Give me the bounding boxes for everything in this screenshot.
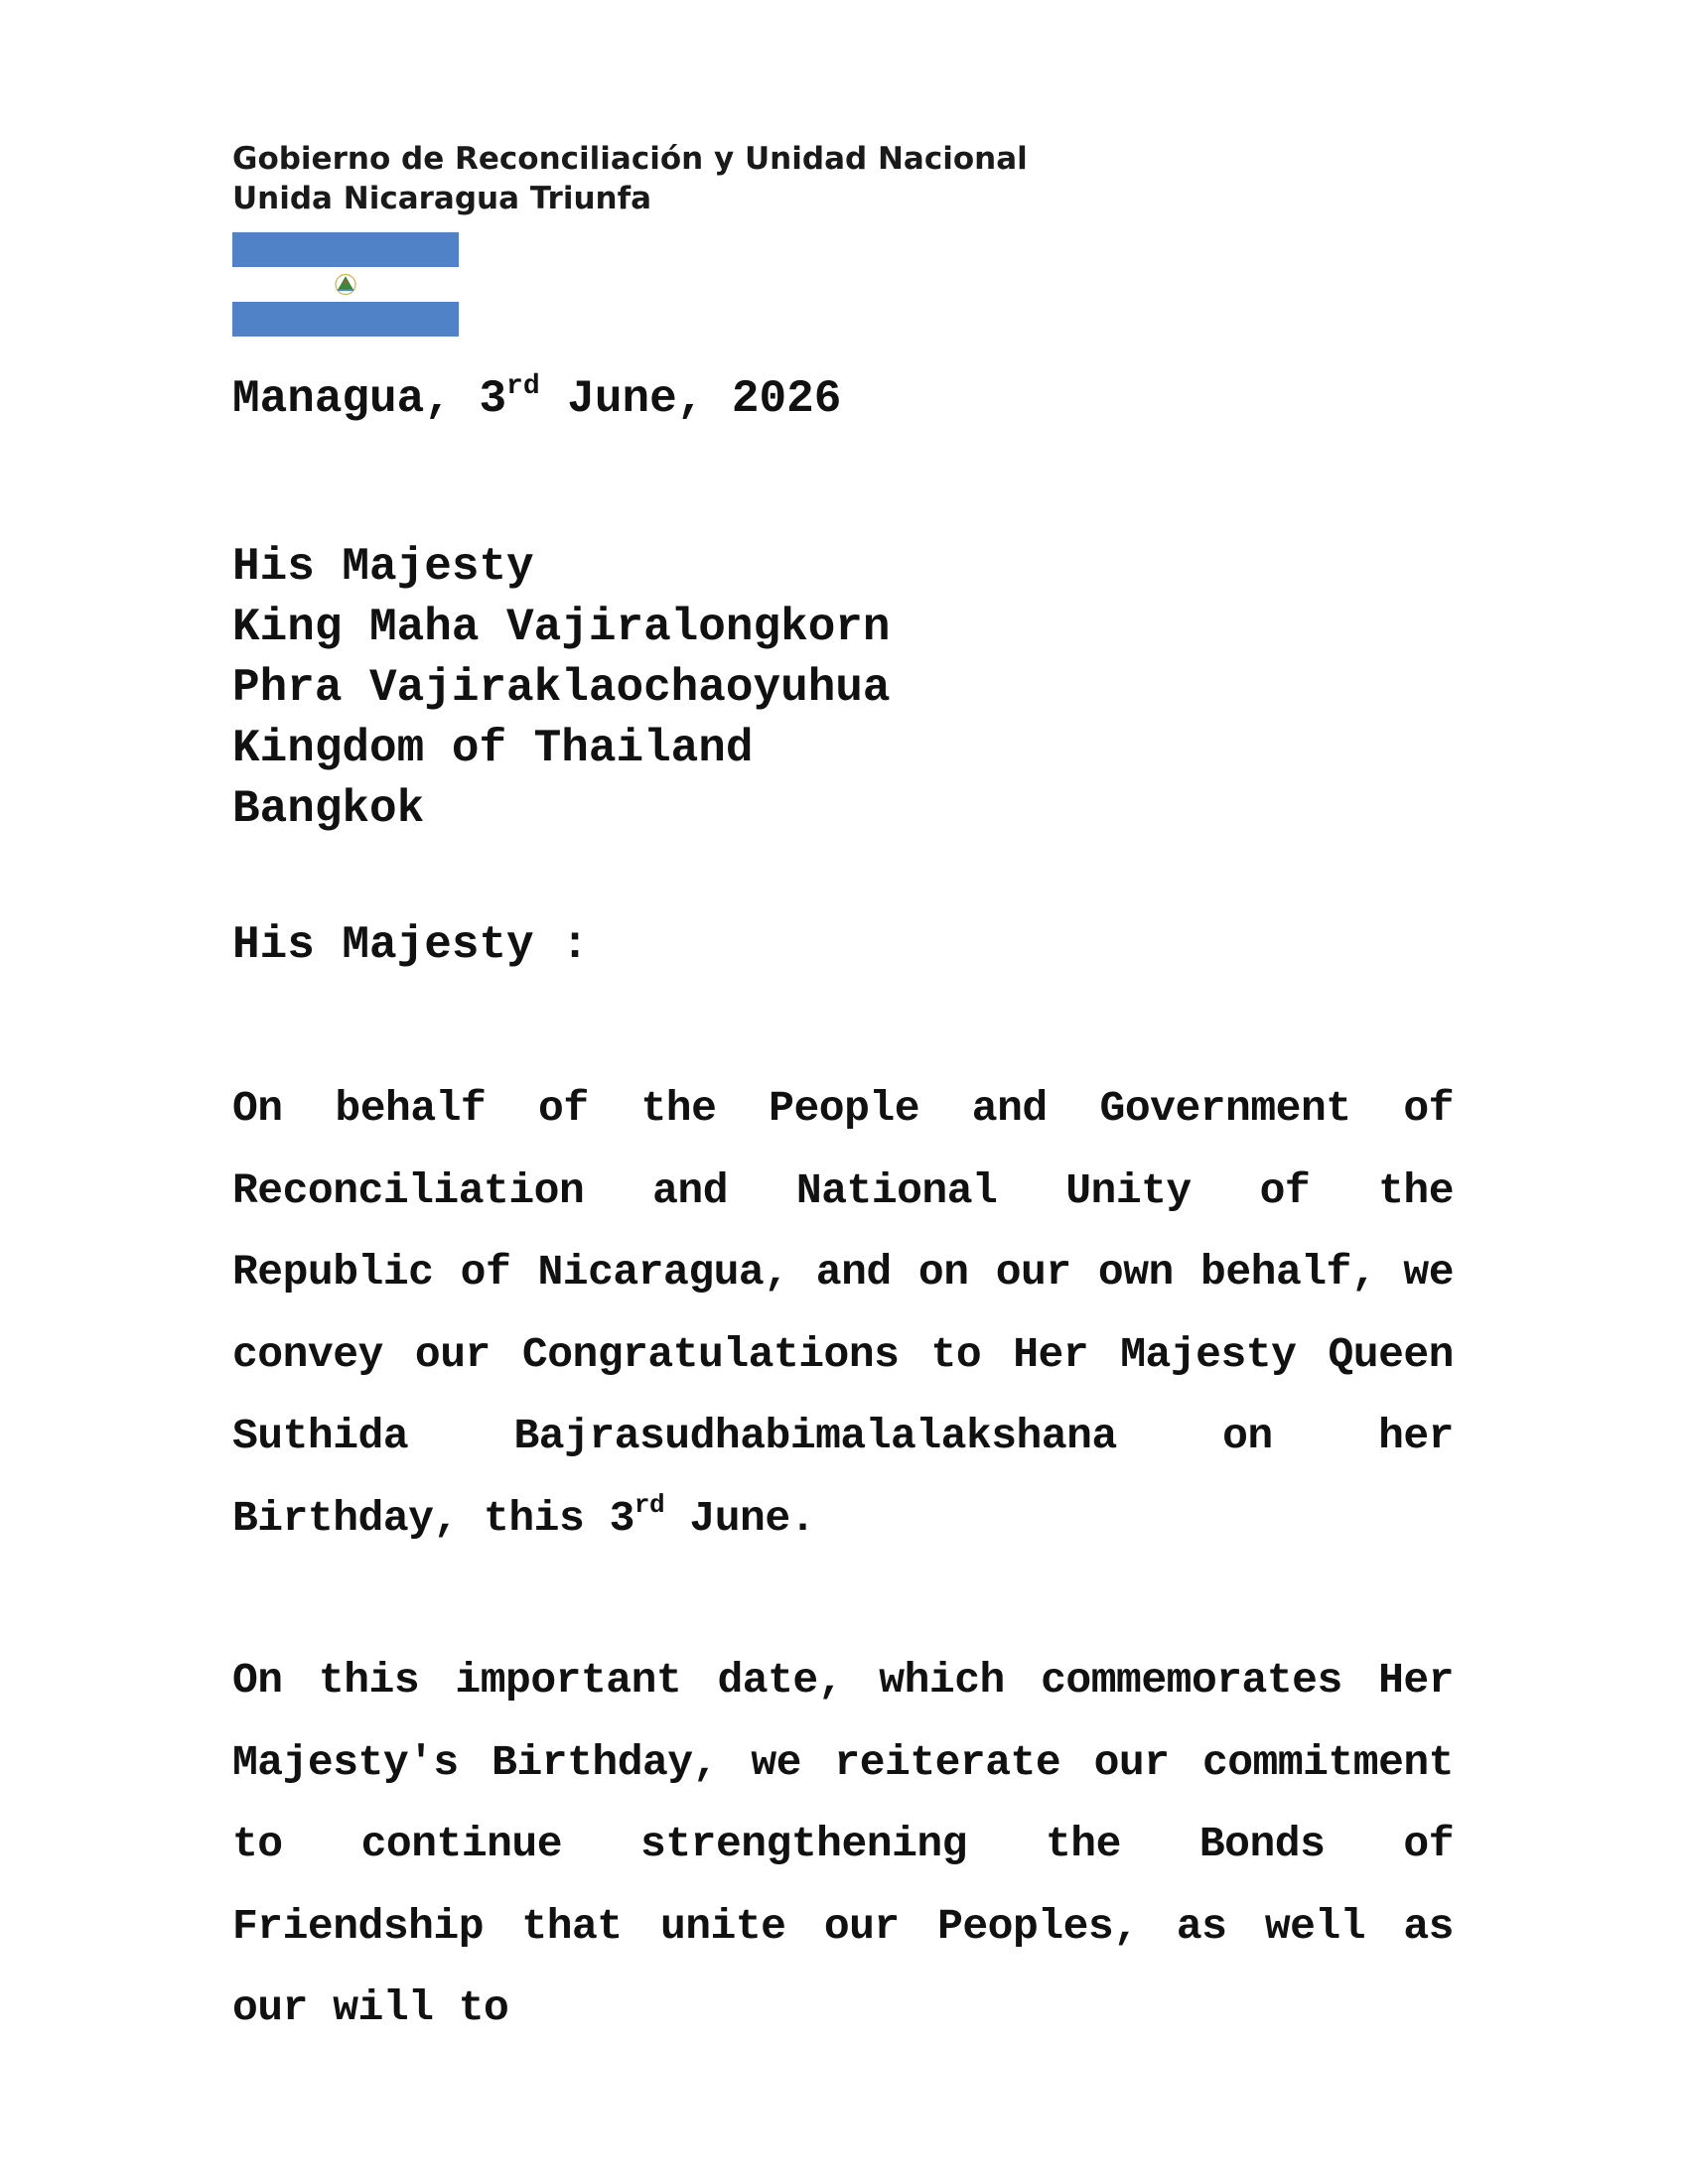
address-line: King Maha Vajiralongkorn <box>232 602 891 653</box>
date-ordinal-suffix: rd <box>506 371 540 402</box>
address-line: Kingdom of Thailand <box>232 723 754 774</box>
address-line: His Majesty <box>232 541 534 593</box>
paragraph-date <box>609 1489 815 1543</box>
date-prefix: Managua, 3 <box>232 373 507 425</box>
letterhead-slogan: Unida Nicaragua Triunfa <box>232 181 652 216</box>
date-ordinal-suffix: rd <box>633 1489 665 1520</box>
date-rest: June, 2026 <box>539 373 842 425</box>
paragraph-text: On behalf of the People and Government of Reconciliation and National Unity of the Republic of Nicaragua, and on our own behalf, we convey our Congratulations to Her Majesty Queen Suthida Bajrasudhabimalalakshana on her Birthday, this <box>232 1084 1454 1543</box>
letter-date <box>232 369 841 429</box>
date-rest: June. <box>664 1493 815 1543</box>
letterhead-government-name: Gobierno de Reconciliación y Unidad Nacional <box>232 141 1028 177</box>
body-paragraph: On this important date, which commemorates Her Majesty's Birthday, we reiterate our commitment to continue strengthening the Bonds of Friendship that unite our Peoples, as well as our will to <box>232 1656 1454 2032</box>
body-paragraph <box>232 1068 1454 1560</box>
recipient-address <box>232 537 891 840</box>
address-line: Bangkok <box>232 783 425 835</box>
salutation: His Majesty : <box>232 919 589 971</box>
letterhead <box>232 139 1028 218</box>
nicaragua-flag-icon <box>232 232 459 337</box>
address-line: Phra Vajiraklaochaoyuhua <box>232 662 891 714</box>
date-number: 3 <box>609 1493 634 1543</box>
letter-page <box>232 0 1454 2184</box>
